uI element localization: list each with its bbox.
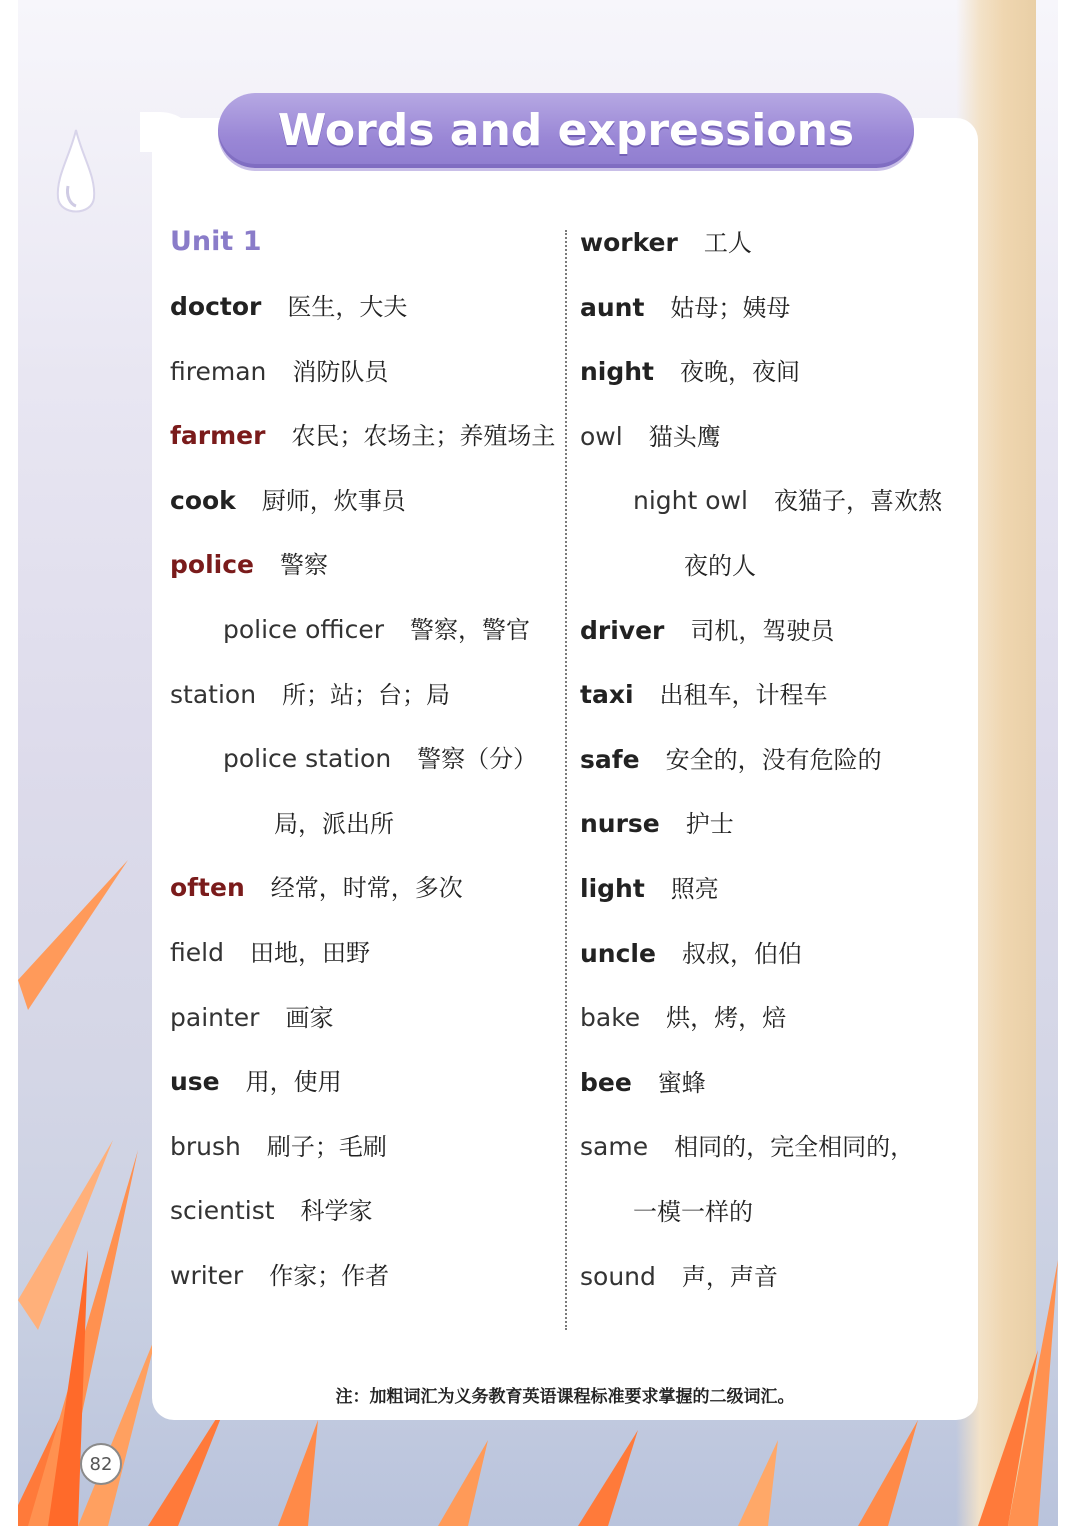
chinese-meaning: 画家 <box>285 1003 334 1032</box>
english-word: brush <box>170 1131 241 1161</box>
chinese-meaning: 警察（分） <box>417 745 538 774</box>
column-divider <box>565 230 567 1330</box>
word-entry <box>633 1197 753 1227</box>
english-word: bee <box>580 1067 632 1097</box>
english-word: worker <box>580 228 678 257</box>
chinese-meaning: 姑母；姨母 <box>670 293 791 322</box>
word-entry <box>170 550 328 580</box>
chinese-meaning: 一模一样的 <box>633 1198 753 1226</box>
english-word: same <box>580 1132 649 1162</box>
word-entry <box>170 421 555 451</box>
chinese-meaning: 猫头鹰 <box>648 422 721 451</box>
english-word: sound <box>580 1261 656 1291</box>
chinese-meaning: 医生，大夫 <box>287 293 408 321</box>
word-entry <box>580 745 882 775</box>
chinese-meaning: 蜜蜂 <box>657 1068 706 1097</box>
word-entry <box>170 1132 387 1162</box>
english-word: safe <box>580 744 640 774</box>
word-entry <box>170 1067 342 1097</box>
footnote: 注：加粗词汇为义务教育英语课程标准要求掌握的二级词汇。 <box>335 1387 795 1407</box>
chinese-meaning: 出租车，计程车 <box>659 681 828 710</box>
chinese-meaning: 经常，时常，多次 <box>270 874 463 903</box>
page-number <box>80 1443 122 1485</box>
chinese-meaning: 用，使用 <box>245 1068 342 1097</box>
word-entry <box>580 357 800 387</box>
word-entry <box>580 293 790 323</box>
word-entry <box>274 809 394 839</box>
english-word: night owl <box>633 486 748 516</box>
word-entry <box>580 422 721 452</box>
word-entry <box>170 1261 389 1291</box>
chinese-meaning: 烘，烤，焙 <box>666 1004 787 1033</box>
title-banner <box>218 93 914 168</box>
english-word: station <box>170 679 257 709</box>
english-word: driver <box>580 615 665 645</box>
chinese-meaning: 夜晚，夜间 <box>680 358 801 387</box>
english-word: writer <box>170 1261 244 1290</box>
word-entry <box>223 744 537 774</box>
chinese-meaning: 护士 <box>685 810 734 839</box>
page-title: Words and expressions <box>277 105 855 156</box>
english-word: night <box>580 357 655 387</box>
chinese-meaning: 声，声音 <box>681 1262 778 1291</box>
english-word: painter <box>170 1002 260 1032</box>
chinese-meaning: 厨师，炊事员 <box>261 486 406 515</box>
chinese-meaning: 照亮 <box>670 875 719 903</box>
english-word: farmer <box>170 421 266 451</box>
word-entry <box>580 680 828 710</box>
chinese-meaning: 司机，驾驶员 <box>690 616 835 645</box>
english-word: light <box>580 874 645 903</box>
chinese-meaning: 消防队员 <box>292 357 389 386</box>
chinese-meaning: 工人 <box>703 229 752 257</box>
page-number-text: 82 <box>89 1453 113 1475</box>
english-word: use <box>170 1067 220 1097</box>
word-entry <box>684 551 756 581</box>
word-entry <box>580 1132 914 1162</box>
english-word: nurse <box>580 809 660 839</box>
english-word: cook <box>170 485 236 515</box>
english-word: taxi <box>580 680 634 710</box>
english-word: scientist <box>170 1196 275 1226</box>
english-word: often <box>170 873 245 903</box>
chinese-meaning: 夜的人 <box>684 552 756 580</box>
word-entry <box>580 939 802 969</box>
unit-heading: Unit 1 <box>170 226 262 257</box>
word-entry <box>170 292 407 322</box>
word-entry <box>580 1068 706 1098</box>
chinese-meaning: 局，派出所 <box>274 809 394 838</box>
english-word: doctor <box>170 292 262 321</box>
word-entry <box>170 486 406 516</box>
word-entry <box>580 616 834 646</box>
word-entry <box>580 228 752 258</box>
word-entry <box>580 809 734 839</box>
word-entry <box>170 873 463 903</box>
english-word: aunt <box>580 292 645 322</box>
chinese-meaning: 田地，田野 <box>249 939 370 967</box>
word-entry <box>170 1196 373 1226</box>
word-entry <box>580 1262 778 1292</box>
chinese-meaning: 叔叔，伯伯 <box>681 939 802 968</box>
english-word: fireman <box>170 356 267 386</box>
english-word: police <box>170 550 254 580</box>
word-entry <box>580 1003 786 1033</box>
chinese-meaning: 警察，警官 <box>410 616 530 644</box>
english-word: owl <box>580 421 623 451</box>
chinese-meaning: 警察 <box>279 551 328 580</box>
english-word: bake <box>580 1003 641 1033</box>
english-word: uncle <box>580 938 656 968</box>
page-margin <box>1058 0 1080 1526</box>
english-word: police officer <box>223 615 384 644</box>
chinese-meaning: 农民；农场主；养殖场主 <box>291 422 556 451</box>
word-entry <box>580 874 719 904</box>
word-entry <box>170 680 450 710</box>
word-entry <box>170 938 370 968</box>
chinese-meaning: 所；站；台；局 <box>282 680 451 709</box>
word-entry <box>223 615 530 645</box>
word-entry <box>633 486 942 516</box>
chinese-meaning: 夜猫子，喜欢熬 <box>773 487 942 516</box>
word-entry <box>170 357 388 387</box>
chinese-meaning: 作家；作者 <box>269 1262 390 1290</box>
word-entry <box>170 1003 333 1033</box>
chinese-meaning: 科学家 <box>300 1197 373 1226</box>
english-word: police station <box>223 744 392 774</box>
chinese-meaning: 刷子；毛刷 <box>266 1132 387 1161</box>
chinese-meaning: 安全的，没有危险的 <box>665 745 882 774</box>
chinese-meaning: 相同的，完全相同的， <box>674 1133 915 1162</box>
english-word: field <box>170 938 224 967</box>
